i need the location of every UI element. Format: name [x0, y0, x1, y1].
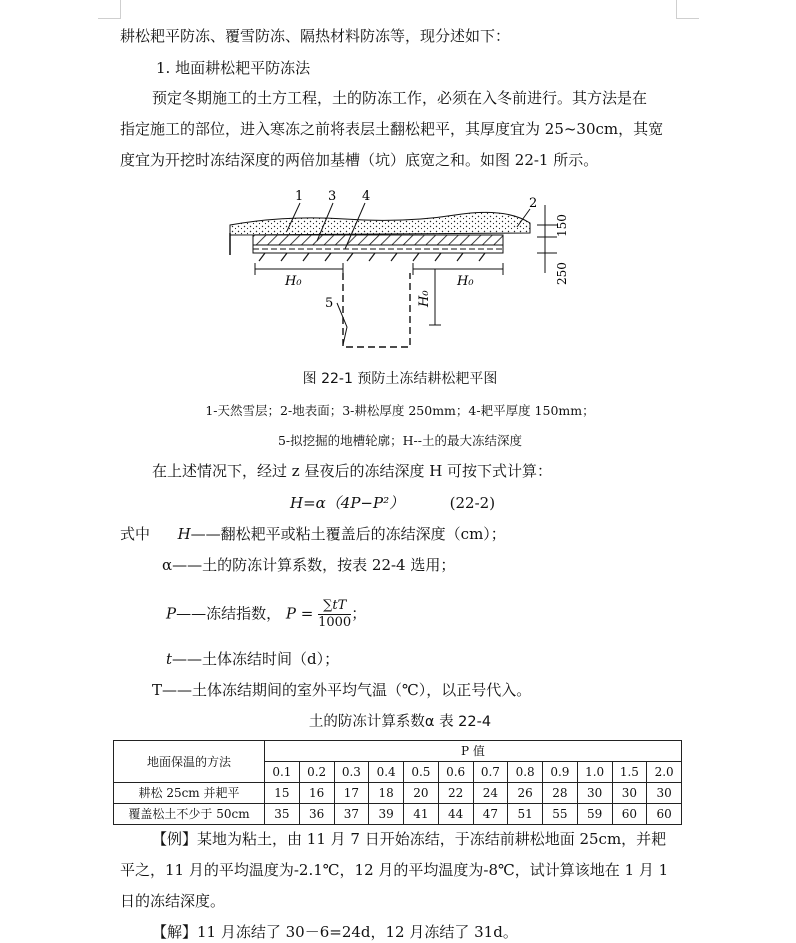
- table-row: [114, 783, 682, 804]
- label-5: 5: [325, 296, 334, 311]
- p-header: P 值: [265, 741, 682, 762]
- example-line: 日的冻结深度。: [120, 892, 226, 910]
- method-header: 地面保温的方法: [114, 741, 265, 783]
- label-2: 2: [529, 196, 538, 211]
- where-h-text: ——翻松耙平或粘土覆盖后的冻结深度（cm）；: [190, 525, 506, 543]
- p-value-cell: 0.4: [369, 762, 404, 783]
- table-title: 土的防冻计算系数α 表 22-4: [308, 714, 492, 730]
- coefficient-table: [113, 740, 682, 825]
- label-4: 4: [362, 189, 371, 204]
- table-cell: 30: [647, 783, 682, 804]
- table-cell: 60: [647, 804, 682, 825]
- page-corner-mark-right: [676, 0, 699, 19]
- p-value-cell: 0.9: [543, 762, 578, 783]
- table-cell: 17: [334, 783, 369, 804]
- row-label: 耕松 25cm 并耙平: [114, 783, 265, 804]
- table-cell: 35: [265, 804, 300, 825]
- loosened-soil-layer: [253, 235, 503, 245]
- table-row: [114, 804, 682, 825]
- table-cell: 15: [265, 783, 300, 804]
- table-cell: 26: [508, 783, 543, 804]
- where-p-text: ——冻结指数，: [176, 604, 282, 623]
- label-3: 3: [328, 189, 337, 204]
- table-cell: 47: [473, 804, 508, 825]
- where-line-T: T——土体冻结期间的室外平均气温（℃），以正号代入。: [152, 681, 532, 699]
- where-prefix: 式中: [120, 525, 151, 543]
- table-cell: 30: [612, 783, 647, 804]
- p-value-cell: 1.0: [577, 762, 612, 783]
- table-cell: 16: [299, 783, 334, 804]
- trench-outline: [343, 273, 410, 347]
- section-heading: 1. 地面耕松耙平防冻法: [156, 59, 311, 77]
- where-line-t: [166, 649, 726, 669]
- table-cell: 39: [369, 804, 404, 825]
- symbol-p: P: [166, 604, 177, 623]
- snow-layer: [230, 212, 530, 235]
- p-value-cell: 1.5: [612, 762, 647, 783]
- symbol-h: H: [177, 525, 191, 543]
- formula-row: [290, 493, 590, 513]
- fraction-denominator: 1000: [318, 615, 352, 630]
- page-corner-mark-left: [98, 0, 121, 19]
- table-cell: 30: [577, 783, 612, 804]
- table-cell: 18: [369, 783, 404, 804]
- where-p-end: ；: [351, 604, 367, 623]
- table-header-row: [114, 741, 682, 762]
- p-value-cell: 0.3: [334, 762, 369, 783]
- row-label: 覆盖松土不少于 50cm: [114, 804, 265, 825]
- p-value-cell: 0.1: [265, 762, 300, 783]
- table-cell: 55: [543, 804, 578, 825]
- paragraph-line: 度宜为开挖时冻结深度的两倍加基槽（坑）底宽之和。如图 22-1 所示。: [120, 151, 599, 169]
- table-cell: 36: [299, 804, 334, 825]
- figure-caption: 1-天然雪层；2-地表面；3-耕松厚度 250mm；4-耙平厚度 150mm；: [205, 403, 595, 418]
- paragraph-line: 指定施工的部位，进入寒冻之前将表层土翻松耙平，其厚度宜为 25~30cm，其宽: [120, 120, 664, 138]
- p-value-cell: 0.5: [404, 762, 439, 783]
- table-cell: 22: [438, 783, 473, 804]
- example-line: 【例】某地为粘土，由 11 月 7 日开始冻结，于冻结前耕松地面 25cm，并耙: [152, 830, 667, 848]
- h0-vertical-label: H₀: [417, 290, 432, 307]
- where-line-alpha: α——土的防冻计算系数，按表 22-4 选用；: [162, 556, 456, 574]
- table-cell: 44: [438, 804, 473, 825]
- p-equals: P =: [285, 604, 314, 623]
- where-line-p: [166, 598, 726, 638]
- where-t-text: ——土体冻结时间（d）；: [172, 650, 340, 668]
- dim-150: 150: [555, 214, 569, 237]
- p-value-cell: 0.7: [473, 762, 508, 783]
- p-value-cell: 2.0: [647, 762, 682, 783]
- fraction-numerator: ∑tT: [318, 598, 351, 615]
- figure-diagram: [225, 185, 570, 355]
- symbol-t: t: [166, 650, 173, 668]
- h0-left-label: H₀: [285, 274, 302, 289]
- table-cell: 24: [473, 783, 508, 804]
- where-line-h: [120, 524, 680, 544]
- p-value-cell: 0.8: [508, 762, 543, 783]
- table-cell: 51: [508, 804, 543, 825]
- p-value-cell: 0.6: [438, 762, 473, 783]
- solution-line: 【解】11 月冻结了 30－6=24d，12 月冻结了 31d。: [152, 923, 518, 941]
- figure-title: 图 22-1 预防土冻结耕松耙平图: [302, 371, 498, 387]
- table-cell: 41: [404, 804, 439, 825]
- fraction: [318, 598, 351, 631]
- table-cell: 37: [334, 804, 369, 825]
- figure-caption: 5-拟挖掘的地槽轮廓；H--土的最大冻结深度: [277, 433, 523, 448]
- table-cell: 59: [577, 804, 612, 825]
- table-cell: 20: [404, 783, 439, 804]
- formula-number: (22-2): [449, 494, 496, 512]
- p-value-cell: 0.2: [299, 762, 334, 783]
- h0-right-label: H₀: [457, 274, 474, 289]
- text-line: 耕松耙平防冻、覆雪防冻、隔热材料防冻等，现分述如下：: [120, 27, 511, 45]
- example-line: 平之，11 月的平均温度为-2.1℃，12 月的平均温度为-8℃，试计算该地在 1 月 1: [120, 861, 669, 879]
- formula: H=α（4P−P²）: [290, 494, 405, 512]
- table-cell: 28: [543, 783, 578, 804]
- label-1: 1: [295, 189, 304, 204]
- paragraph-line: 在上述情况下，经过 z 昼夜后的冻结深度 H 可按下式计算：: [152, 462, 553, 480]
- table-cell: 60: [612, 804, 647, 825]
- paragraph-line: 预定冬期施工的土方工程，土的防冻工作，必须在入冬前进行。其方法是在: [152, 89, 648, 107]
- dim-250: 250: [555, 262, 569, 285]
